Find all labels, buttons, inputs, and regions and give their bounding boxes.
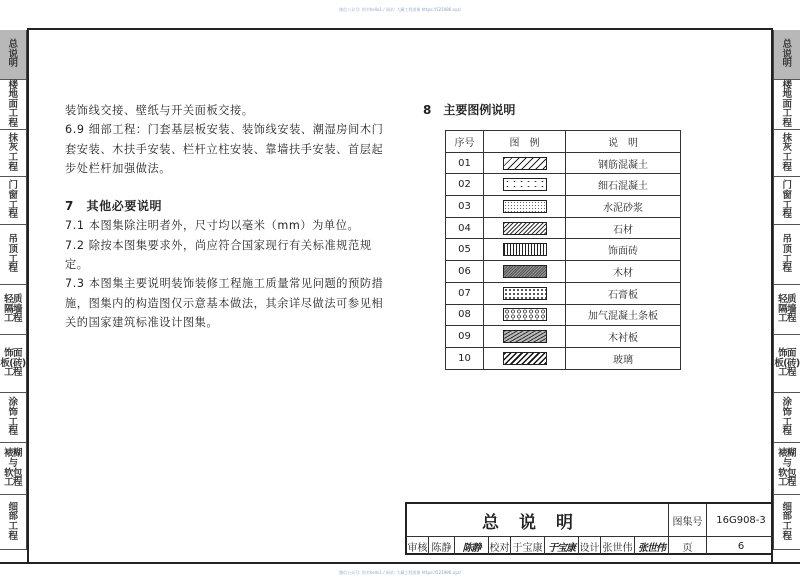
legend-no: 06	[446, 261, 484, 283]
note-7-3: 7.3 本图集主要说明装饰装修工程施工质量常见问题的预防措施，图集内的构造图仅示意基本做法，其余详尽做法可参见相关的国家建筑标准设计图集。	[65, 277, 384, 329]
section-tab[interactable]: 裱糊 与 软包 工程	[0, 443, 26, 495]
section-tab[interactable]: 门 窗 工 程	[0, 177, 26, 225]
watermark-top: 微信公众号: 图书hello1 / 网站: 大藏工程图册 https://521986.xyz/	[339, 7, 461, 12]
section-tab[interactable]: 轻质 隔墙 工程	[0, 285, 26, 335]
hatch-pattern-icon	[503, 222, 547, 235]
section-tab[interactable]: 吊 顶 工 程	[0, 225, 26, 285]
hatch-pattern-icon	[503, 352, 547, 365]
section-tab[interactable]: 饰面 板(砖) 工程	[774, 335, 800, 393]
hatch-pattern-icon	[503, 243, 547, 256]
legend-header-row	[446, 131, 681, 153]
legend-desc: 木衬板	[566, 326, 681, 348]
section-tab[interactable]: 轻质 隔墙 工程	[774, 285, 800, 335]
legend-row	[446, 261, 681, 283]
section-8-heading: 8 主要图例说明	[423, 103, 516, 117]
right-section-tabs	[773, 30, 800, 550]
legend-row	[446, 174, 681, 196]
legend-desc: 加气混凝土条板	[566, 304, 681, 326]
legend-no: 03	[446, 196, 484, 218]
legend-no: 09	[446, 326, 484, 348]
legend-desc: 饰面砖	[566, 239, 681, 261]
section-tab[interactable]: 总 说 明	[774, 30, 800, 80]
legend-desc: 玻璃	[566, 347, 681, 369]
legend-pattern-cell	[484, 174, 566, 196]
legend-pattern-cell	[484, 261, 566, 283]
note-6-9: 6.9 细部工程：门套基层板安装、装饰线安装、潮湿房间木门套安装、木扶手安装、栏杆立柱安装、靠墙扶手安装、首层起步处栏杆加强做法。	[65, 123, 384, 175]
general-notes-text	[65, 101, 395, 332]
legend-row	[446, 282, 681, 304]
legend-desc: 木材	[566, 261, 681, 283]
reviewer-name: 陈静	[429, 537, 455, 555]
hatch-pattern-icon	[503, 157, 547, 170]
section-tab[interactable]: 总 说 明	[0, 30, 26, 80]
section-tab[interactable]: 抹 灰 工 程	[774, 130, 800, 177]
header-no: 序号	[446, 131, 484, 153]
reviewer-signature: 陈静	[455, 537, 489, 555]
section-tab[interactable]: 抹 灰 工 程	[0, 130, 26, 177]
checker-name: 于宝康	[511, 537, 545, 555]
watermark-bottom: 微信公众号: 图书hello1 / 网站: 大藏工程图册 https://521986.xyz/	[339, 570, 461, 575]
note-7-1: 7.1 本图集除注明者外，尺寸均以毫米（mm）为单位。	[65, 219, 360, 233]
hatch-pattern-icon	[503, 308, 547, 321]
hatch-pattern-icon	[503, 287, 547, 300]
design-label: 设计	[579, 537, 601, 555]
legend-pattern-cell	[484, 304, 566, 326]
atlas-number: 16G908-3	[716, 515, 766, 526]
hatch-pattern-icon	[503, 200, 547, 213]
legend-no: 10	[446, 347, 484, 369]
note-7-2: 7.2 除按本图集要求外，尚应符合国家现行有关标准规范规定。	[65, 238, 372, 272]
legend-no: 02	[446, 174, 484, 196]
legend-no: 01	[446, 152, 484, 174]
legend-pattern-cell	[484, 239, 566, 261]
section-tab[interactable]: 楼 地 面 工 程	[0, 80, 26, 130]
legend-row	[446, 217, 681, 239]
legend-desc: 石膏板	[566, 282, 681, 304]
section-tab[interactable]: 门 窗 工 程	[774, 177, 800, 225]
legend-pattern-cell	[484, 326, 566, 348]
section-7-heading: 7 其他必要说明	[65, 199, 163, 214]
note-paragraph: 装饰线交接、壁纸与开关面板交接。	[65, 104, 254, 117]
left-section-tabs	[0, 30, 27, 550]
section-tab[interactable]: 涂 饰 工 程	[0, 393, 26, 443]
legend-pattern-cell	[484, 152, 566, 174]
legend-pattern-cell	[484, 217, 566, 239]
legend-row	[446, 347, 681, 369]
legend-pattern-cell	[484, 196, 566, 218]
hatch-pattern-icon	[503, 265, 547, 278]
legend-desc: 钢筋混凝土	[566, 152, 681, 174]
page-number: 6	[737, 540, 745, 552]
drawing-title: 总说明	[407, 504, 669, 537]
checker-signature: 于宝康	[545, 537, 579, 555]
title-block	[405, 502, 773, 555]
section-tab[interactable]: 吊 顶 工 程	[774, 225, 800, 285]
legend-pattern-cell	[484, 347, 566, 369]
legend-row	[446, 304, 681, 326]
section-tab[interactable]: 饰面 板(砖) 工程	[0, 335, 26, 393]
designer-name: 张世伟	[601, 537, 635, 555]
legend-desc: 石材	[566, 217, 681, 239]
section-tab[interactable]: 细 部 工 程	[0, 495, 26, 550]
legend-row	[446, 196, 681, 218]
legend-row	[446, 152, 681, 174]
designer-signature: 张世伟	[635, 537, 669, 555]
legend-no: 05	[446, 239, 484, 261]
review-label: 审核	[407, 537, 429, 555]
legend-desc: 细石混凝土	[566, 174, 681, 196]
section-tab[interactable]: 裱糊 与 软包 工程	[774, 443, 800, 495]
check-label: 校对	[489, 537, 511, 555]
legend-pattern-cell	[484, 282, 566, 304]
legend-row	[446, 326, 681, 348]
legend-row	[446, 239, 681, 261]
legend-table	[445, 130, 681, 370]
hatch-pattern-icon	[503, 178, 547, 191]
hatch-pattern-icon	[503, 330, 547, 343]
header-pattern: 图 例	[484, 131, 566, 153]
atlas-label: 图集号	[669, 504, 707, 537]
legend-no: 04	[446, 217, 484, 239]
section-tab[interactable]: 细 部 工 程	[774, 495, 800, 550]
legend-desc: 水泥砂浆	[566, 196, 681, 218]
section-tab[interactable]: 楼 地 面 工 程	[774, 80, 800, 130]
legend-no: 08	[446, 304, 484, 326]
section-tab[interactable]: 涂 饰 工 程	[774, 393, 800, 443]
page-label: 页	[669, 537, 707, 555]
header-desc: 说 明	[566, 131, 681, 153]
legend-no: 07	[446, 282, 484, 304]
